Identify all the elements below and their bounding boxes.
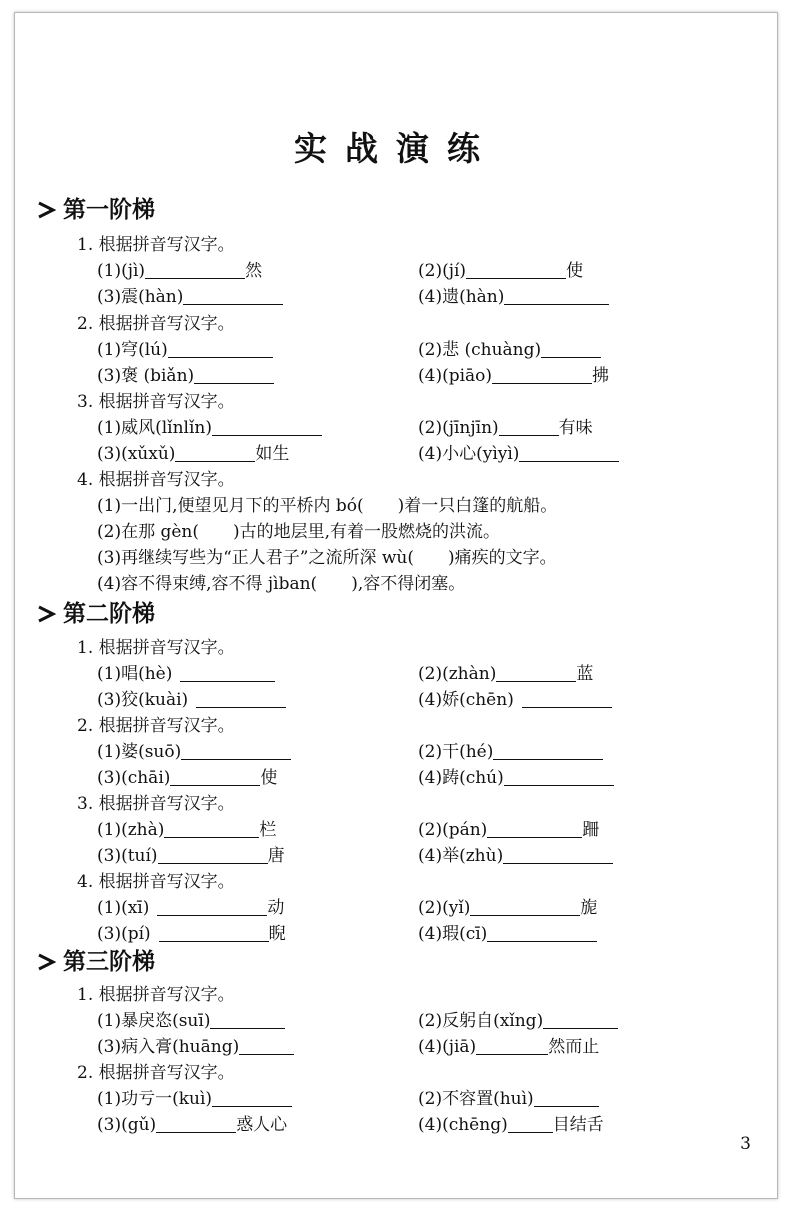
answer-blank[interactable] (504, 767, 614, 786)
answer-item: (4)(chēng) 目结舌 (418, 1115, 604, 1135)
answer-item: (3)(xǔxǔ) 如生 (97, 444, 290, 464)
answer-item: (2)干(hé) (418, 737, 603, 762)
answer-blank[interactable] (499, 417, 559, 436)
answer-blank[interactable] (493, 741, 603, 760)
answer-item: (4)举(zhù) (418, 841, 613, 866)
answer-item: (3)褒 (biǎn) (97, 361, 274, 386)
workbook-page (14, 12, 778, 1199)
answer-item: (4)(jiā) 然而止 (418, 1037, 600, 1057)
page-number: 3 (740, 1134, 751, 1154)
answer-blank[interactable] (145, 260, 245, 279)
answer-blank[interactable] (543, 1010, 618, 1029)
fill-in-sentence: (4)容不得束缚,容不得 jìban( ),容不得闭塞。 (97, 574, 466, 594)
answer-blank[interactable] (476, 1036, 548, 1055)
answer-blank[interactable] (170, 767, 260, 786)
answer-item: (4)娇(chēn) (418, 685, 612, 710)
answer-blank[interactable] (522, 689, 612, 708)
arrow-icon (37, 602, 59, 629)
answer-blank[interactable] (508, 1114, 553, 1133)
answer-item: (1)穹(lú) (97, 335, 273, 360)
answer-item: (4)遗(hàn) (418, 282, 609, 307)
answer-item: (4)踌(chú) (418, 763, 614, 788)
answer-blank[interactable] (541, 339, 601, 358)
question-prompt: 4. 根据拼音写汉字。 (77, 470, 235, 490)
fill-in-sentence: (2)在那 gèn( )古的地层里,有着一股燃烧的洪流。 (97, 522, 501, 542)
answer-blank[interactable] (157, 897, 267, 916)
answer-item: (2)(pán) 跚 (418, 820, 600, 840)
answer-item: (3)震(hàn) (97, 282, 283, 307)
answer-item: (2)悲 (chuàng) (418, 335, 601, 360)
answer-blank[interactable] (183, 286, 283, 305)
answer-blank[interactable] (158, 845, 268, 864)
answer-item: (4)(piāo) 拂 (418, 366, 610, 386)
question-prompt: 3. 根据拼音写汉字。 (77, 794, 235, 814)
answer-blank[interactable] (470, 897, 580, 916)
section-heading: 第三阶梯 (37, 943, 155, 977)
answer-item: (3)(chāi) 使 (97, 768, 278, 788)
arrow-icon (37, 950, 59, 977)
answer-blank[interactable] (487, 819, 582, 838)
answer-item: (2)不容置(huì) (418, 1084, 599, 1109)
answer-item: (2)(zhàn) 蓝 (418, 664, 594, 684)
answer-item: (1)(jì) 然 (97, 261, 263, 281)
answer-item: (3)(gǔ) 惑人心 (97, 1115, 288, 1135)
answer-item: (1)功亏一(kuì) (97, 1084, 292, 1109)
fill-in-sentence: (3)再继续写些为“正人君子”之流所深 wù( )痛疾的文字。 (97, 548, 557, 568)
answer-blank[interactable] (239, 1036, 294, 1055)
answer-item: (1)唱(hè) (97, 659, 275, 684)
question-prompt: 2. 根据拼音写汉字。 (77, 314, 235, 334)
answer-blank[interactable] (519, 443, 619, 462)
answer-item: (3)(tuí) 唐 (97, 846, 285, 866)
answer-blank[interactable] (496, 663, 576, 682)
answer-item: (2)(jīnjīn) 有味 (418, 418, 593, 438)
answer-blank[interactable] (156, 1114, 236, 1133)
question-prompt: 1. 根据拼音写汉字。 (77, 985, 235, 1005)
answer-blank[interactable] (466, 260, 566, 279)
answer-item: (1)(zhà) 栏 (97, 820, 277, 840)
answer-item: (2)(jí) 使 (418, 261, 584, 281)
answer-blank[interactable] (504, 286, 609, 305)
answer-item: (4)小心(yìyì) (418, 439, 619, 464)
answer-item: (4)瑕(cī) (418, 919, 597, 944)
answer-blank[interactable] (487, 923, 597, 942)
answer-item: (1)暴戾恣(suī) (97, 1006, 285, 1031)
answer-blank[interactable] (180, 663, 275, 682)
answer-blank[interactable] (181, 741, 291, 760)
answer-blank[interactable] (159, 923, 269, 942)
answer-item: (3)(pí) 睨 (97, 924, 286, 944)
question-prompt: 1. 根据拼音写汉字。 (77, 638, 235, 658)
answer-blank[interactable] (534, 1088, 599, 1107)
fill-in-sentence: (1)一出门,便望见月下的平桥内 bó( )着一只白篷的航船。 (97, 496, 558, 516)
answer-item: (3)狡(kuài) (97, 685, 286, 710)
answer-item: (1)威风(lǐnlǐn) (97, 413, 322, 438)
arrow-icon (37, 198, 59, 225)
answer-item: (3)病入膏(huāng) (97, 1032, 294, 1057)
answer-blank[interactable] (164, 819, 259, 838)
answer-blank[interactable] (212, 417, 322, 436)
answer-blank[interactable] (210, 1010, 285, 1029)
question-prompt: 1. 根据拼音写汉字。 (77, 235, 235, 255)
answer-blank[interactable] (196, 689, 286, 708)
answer-blank[interactable] (175, 443, 255, 462)
question-prompt: 4. 根据拼音写汉字。 (77, 872, 235, 892)
answer-item: (2)反躬自(xǐng) (418, 1006, 618, 1031)
question-prompt: 2. 根据拼音写汉字。 (77, 1063, 235, 1083)
answer-blank[interactable] (212, 1088, 292, 1107)
page-title: 实战演练 (294, 129, 498, 168)
section-heading: 第二阶梯 (37, 595, 155, 629)
answer-blank[interactable] (503, 845, 613, 864)
answer-item: (1)婆(suō) (97, 737, 291, 762)
answer-item: (1)(xī) 动 (97, 898, 285, 918)
answer-blank[interactable] (168, 339, 273, 358)
section-heading: 第一阶梯 (37, 191, 155, 225)
question-prompt: 3. 根据拼音写汉字。 (77, 392, 235, 412)
answer-blank[interactable] (194, 365, 274, 384)
question-prompt: 2. 根据拼音写汉字。 (77, 716, 235, 736)
answer-blank[interactable] (492, 365, 592, 384)
answer-item: (2)(yǐ) 旎 (418, 898, 598, 918)
